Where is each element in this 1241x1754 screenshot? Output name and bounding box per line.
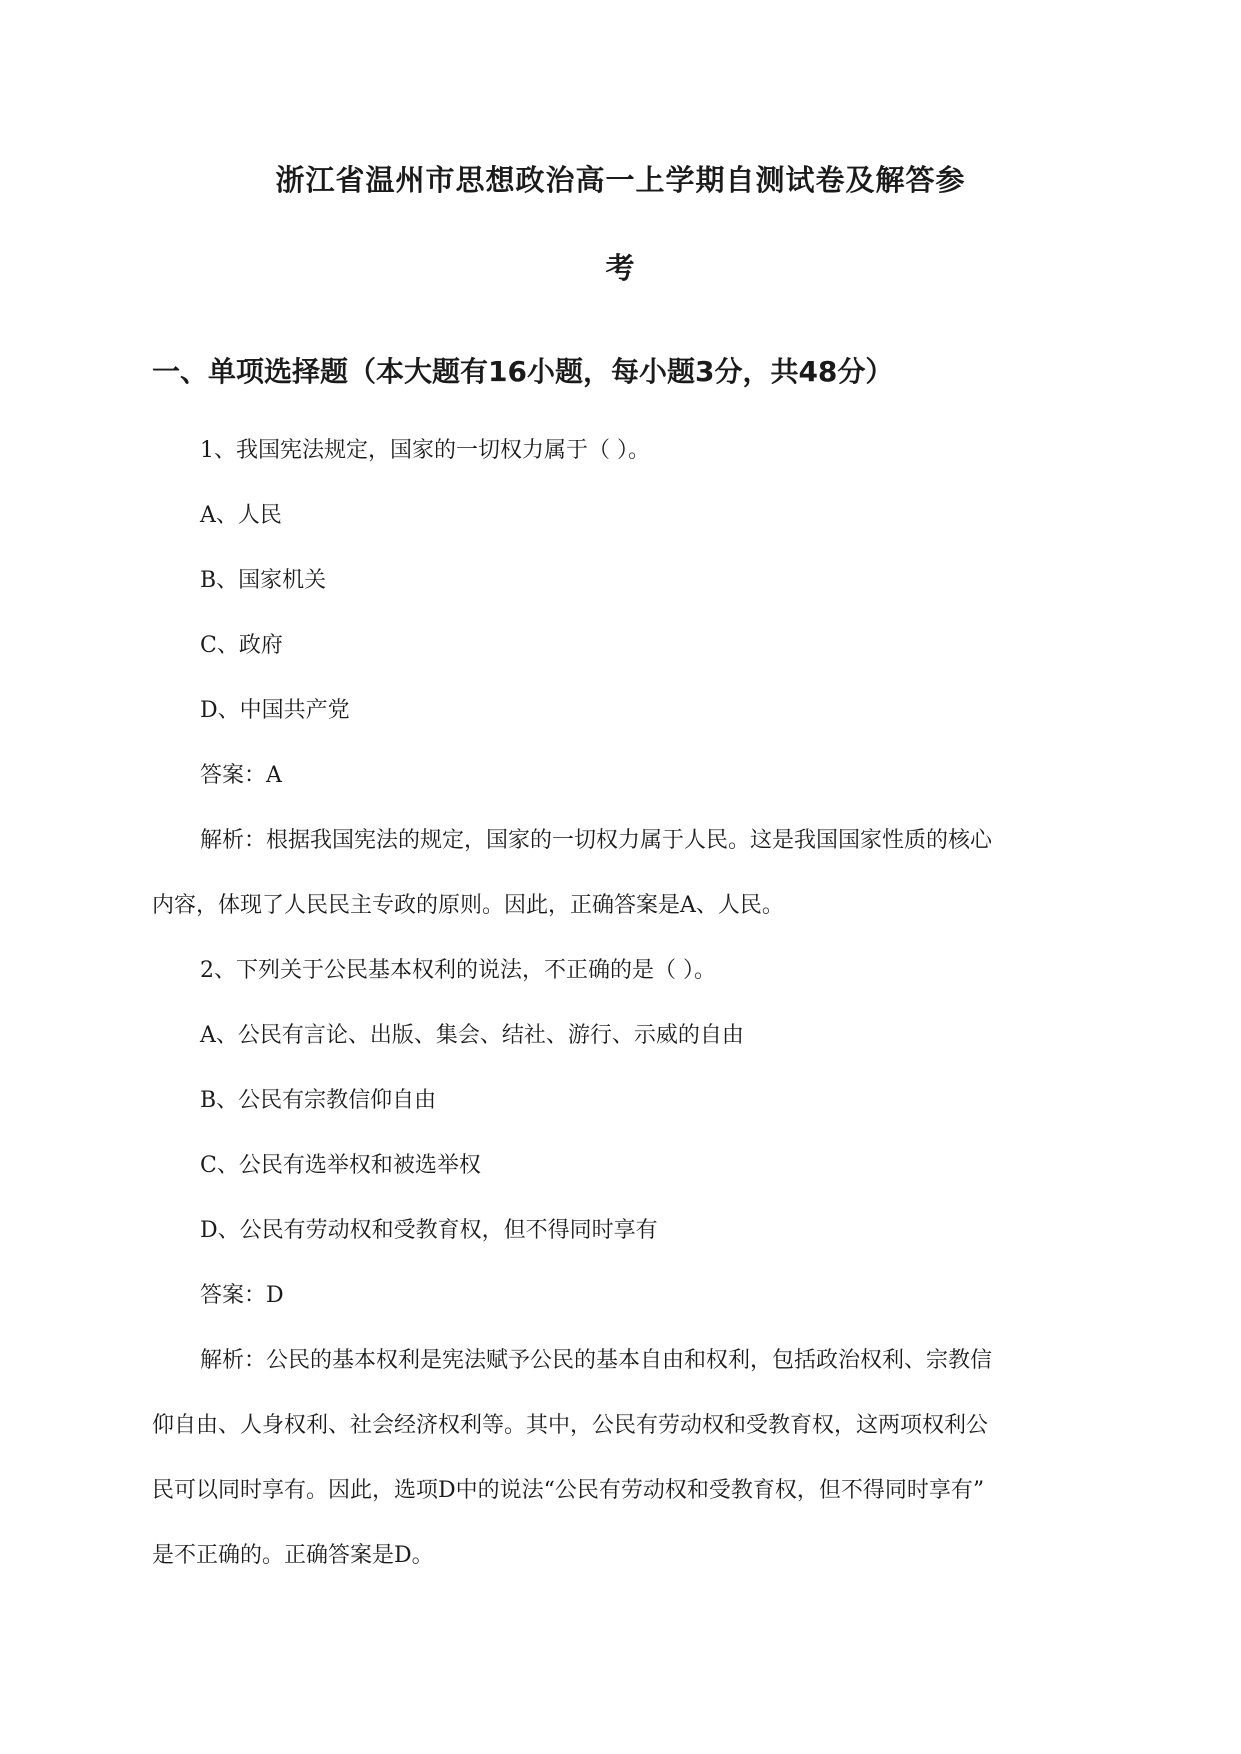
question-2-analysis-line-4: 是不正确的。正确答案是D。 (152, 1543, 434, 1568)
question-1-option-a: A、人民 (200, 503, 282, 528)
question-2-option-a: A、公民有言论、出版、集会、结社、游行、示威的自由 (200, 1023, 744, 1048)
question-2-answer: 答案：D (200, 1283, 284, 1308)
question-1-option-d: D、中国共产党 (200, 698, 350, 723)
question-2-analysis-line-2: 仰自由、人身权利、社会经济权利等。其中，公民有劳动权和受教育权，这两项权利公 (152, 1413, 989, 1438)
question-2-option-b: B、公民有宗教信仰自由 (200, 1088, 437, 1113)
question-1-analysis-line-2: 内容，体现了人民民主专政的原则。因此，正确答案是A、人民。 (152, 893, 784, 918)
section-heading: 一、单项选择题（本大题有16小题，每小题3分，共48分） (152, 355, 894, 388)
question-2-analysis-line-1: 解析：公民的基本权利是宪法赋予公民的基本自由和权利，包括政治权利、宗教信 (200, 1348, 993, 1373)
question-2-stem: 2、下列关于公民基本权利的说法，不正确的是（ ）。 (200, 958, 716, 983)
question-1-analysis-line-1: 解析：根据我国宪法的规定，国家的一切权力属于人民。这是我国国家性质的核心 (200, 828, 993, 853)
question-1-option-c: C、政府 (200, 633, 283, 658)
document-title-line-2: 考 (605, 251, 636, 285)
question-1-option-b: B、国家机关 (200, 568, 327, 593)
question-1-stem: 1、我国宪法规定，国家的一切权力属于（ ）。 (200, 438, 650, 463)
question-2-option-c: C、公民有选举权和被选举权 (200, 1153, 481, 1178)
document-title-line-1: 浙江省温州市思想政治高一上学期自测试卷及解答参 (275, 163, 966, 197)
question-2-option-d: D、公民有劳动权和受教育权，但不得同时享有 (200, 1218, 658, 1243)
question-1-answer: 答案：A (200, 763, 282, 788)
question-2-analysis-line-3: 民可以同时享有。因此，选项D中的说法“公民有劳动权和受教育权，但不得同时享有” (152, 1478, 985, 1503)
